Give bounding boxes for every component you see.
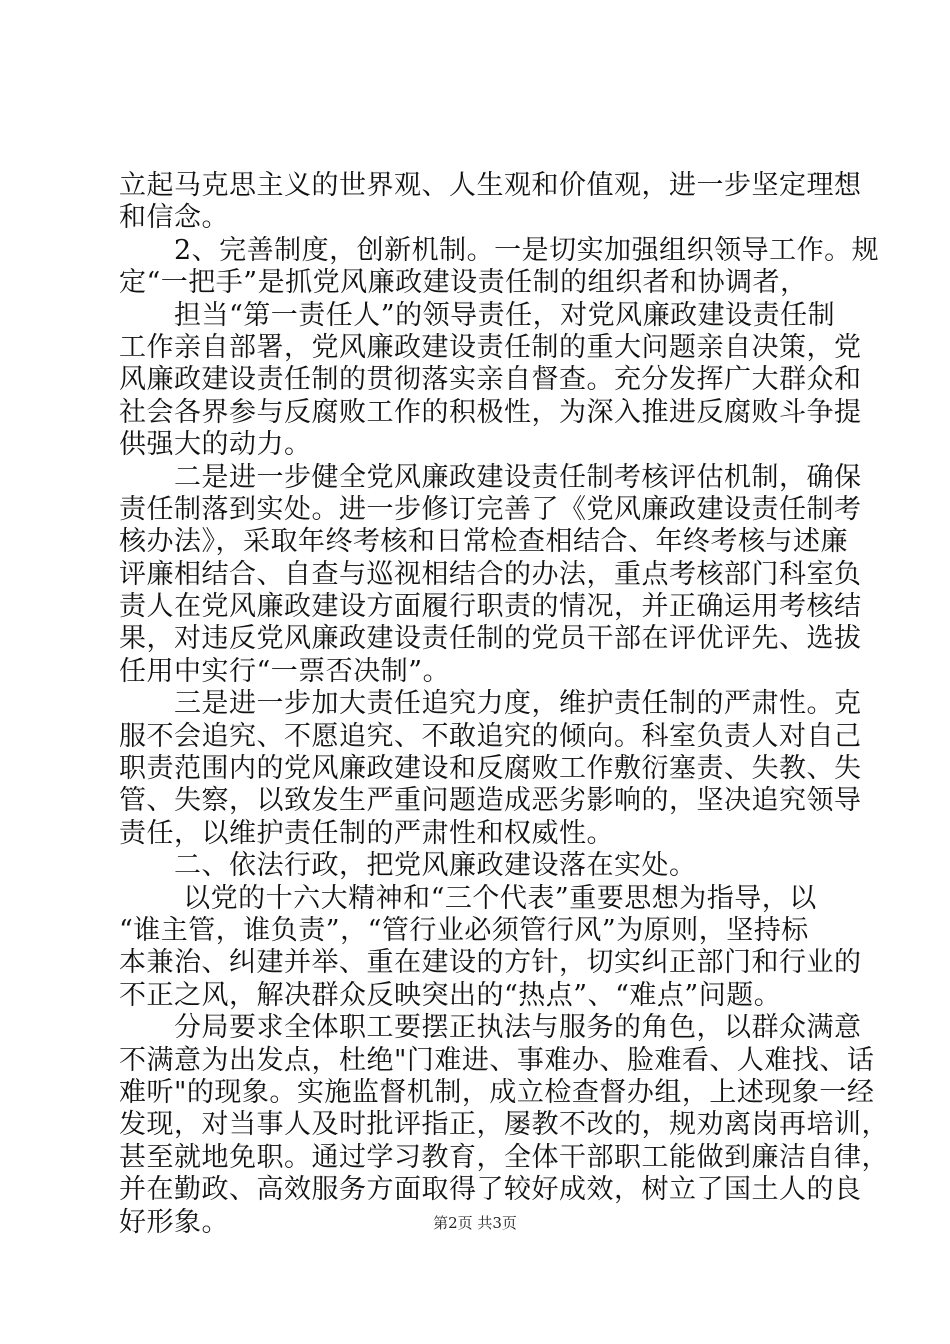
text-line: 责任，以维护责任制的严肃性和权威性。 — [119, 817, 614, 849]
text-line: 好形象。 — [119, 1206, 229, 1238]
text-line: 管、失察，以致发生严重问题造成恶劣影响的，坚决追究领导 — [119, 785, 862, 817]
text-line: 果，对违反党风廉政建设责任制的党员干部在评优评先、选拔 — [119, 623, 862, 655]
text-line: 评廉相结合、自查与巡视相结合的办法，重点考核部门科室负 — [119, 558, 862, 590]
text-line: 风廉政建设责任制的贯彻落实亲自督查。充分发挥广大群众和 — [119, 364, 862, 396]
text-line: 二是进一步健全党风廉政建设责任制考核评估机制，确保 — [119, 461, 862, 493]
text-line: 难听"的现象。实施监督机制，成立检查督办组，上述现象一经 — [119, 1076, 875, 1108]
text-line: 工作亲自部署，党风廉政建设责任制的重大问题亲自决策，党 — [119, 331, 862, 363]
text-line: 立起马克思主义的世界观、人生观和价值观，进一步坚定理想 — [119, 170, 862, 201]
text-line: 服不会追究、不愿追究、不敢追究的倾向。科室负责人对自己 — [119, 720, 862, 752]
text-line: 核办法》，采取年终考核和日常检查相结合、年终考核与述廉 — [119, 526, 848, 558]
text-line: 供强大的动力。 — [119, 429, 312, 461]
text-line: “谁主管，谁负责”，“管行业必须管行风”为原则，坚持标 — [119, 914, 809, 946]
page-number-label: 第2页 共3页 — [433, 1214, 517, 1232]
text-line: 不正之风，解决群众反映突出的“热点”、“难点”问题。 — [119, 979, 782, 1011]
text-line: 甚至就地免职。通过学习教育，全体干部职工能做到廉洁自律， — [119, 1141, 889, 1173]
page-footer — [0, 1212, 950, 1233]
text-line: 职责范围内的党风廉政建设和反腐败工作敷衍塞责、失教、失 — [119, 753, 862, 785]
text-line: 责任制落到实处。进一步修订完善了《党风廉政建设责任制考 — [119, 493, 862, 525]
text-line: 任用中实行“一票否决制”。 — [119, 655, 451, 687]
text-line: 定“一把手”是抓党风廉政建设责任制的组织者和协调者， — [119, 267, 808, 299]
text-line: 发现，对当事人及时批评指正，屡教不改的，规劝离岗再培训， — [119, 1109, 889, 1141]
text-line: 二、依法行政，把党风廉政建设落在实处。 — [119, 850, 697, 882]
text-line: 并在勤政、高效服务方面取得了较好成效，树立了国土人的良 — [119, 1174, 862, 1206]
text-line: 不满意为出发点，杜绝"门难进、事难办、脸难看、人难找、话 — [119, 1044, 875, 1076]
text-line: 2、完善制度，创新机制。一是切实加强组织领导工作。规 — [119, 234, 880, 266]
text-line: 担当“第一责任人”的领导责任，对党风廉政建设责任制 — [119, 299, 836, 331]
document-body — [119, 170, 889, 1239]
text-line: 和信念。 — [119, 202, 229, 234]
text-line: 以党的十六大精神和“三个代表”重要思想为指导，以 — [119, 882, 817, 914]
text-line: 社会各界参与反腐败工作的积极性，为深入推进反腐败斗争提 — [119, 396, 862, 428]
text-line: 责人在党风廉政建设方面履行职责的情况，并正确运用考核结 — [119, 591, 862, 623]
text-line: 三是进一步加大责任追究力度，维护责任制的严肃性。克 — [119, 688, 862, 720]
text-line: 本兼治、纠建并举、重在建设的方针，切实纠正部门和行业的 — [119, 947, 862, 979]
text-line: 分局要求全体职工要摆正执法与服务的角色，以群众满意 — [119, 1012, 862, 1044]
